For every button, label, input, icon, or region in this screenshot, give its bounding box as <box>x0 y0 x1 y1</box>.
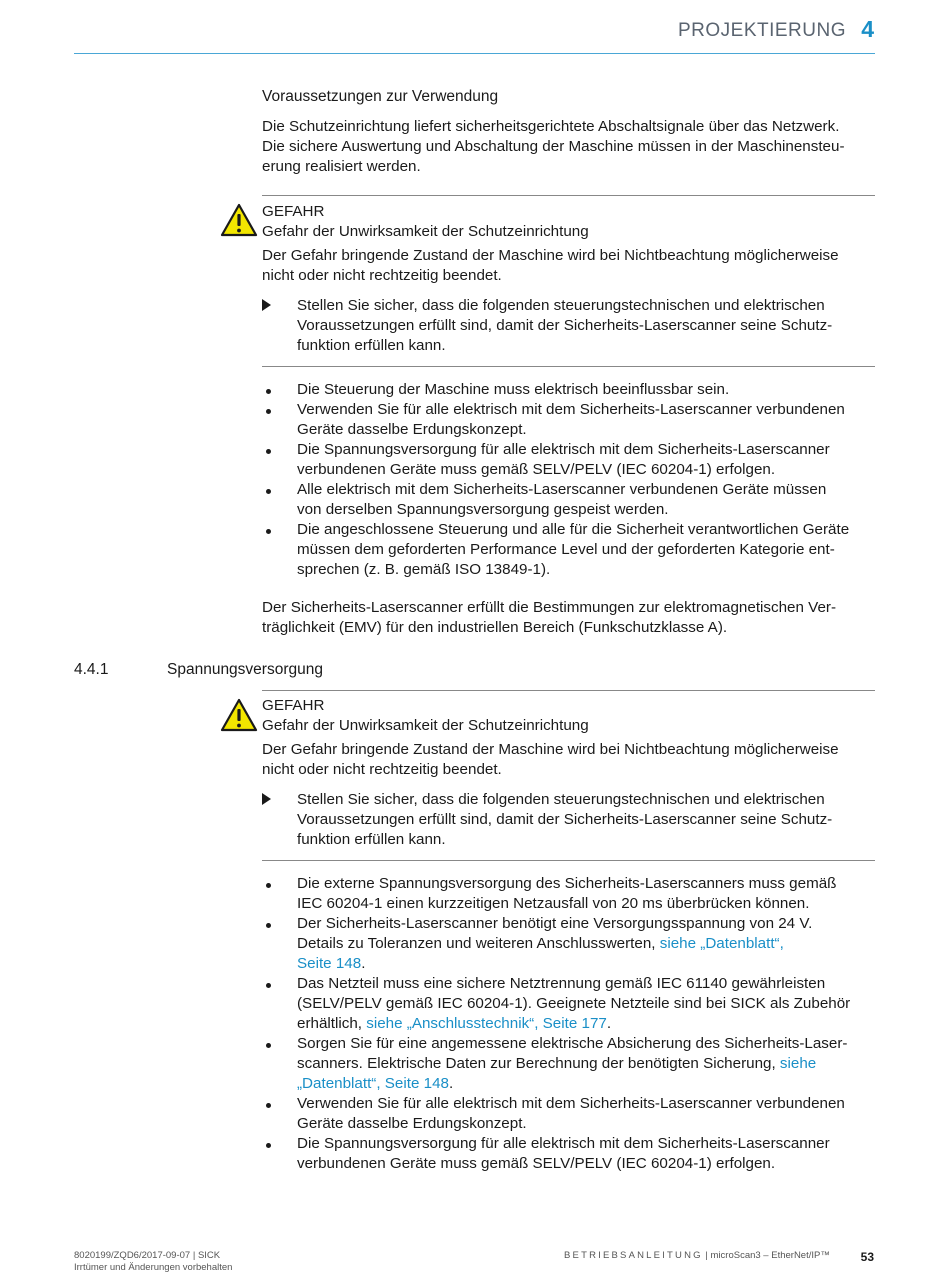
chapter-title: PROJEKTIERUNG <box>677 20 846 41</box>
warning-action: Stellen Sie sicher, dass die folgenden steuerungstechnischen und elektrischen Voraussetzungen erfüllt sind, damit der Sicherheits-Laserscanner seine Schutz- funktion erfüllen kann. <box>262 790 875 850</box>
list-item: Verwenden Sie für alle elektrisch mit dem Sicherheits-Laserscanner verbundenen Geräte dasselbe Erdungskonzept. <box>262 400 875 440</box>
page-number: 53 <box>860 1250 874 1264</box>
header-divider <box>74 53 875 54</box>
warning-label: GEFAHR <box>262 697 325 714</box>
warning-text: Der Gefahr bringende Zustand der Maschine wird bei Nichtbeachtung möglicherweise nicht oder nicht rechtzeitig beendet. <box>262 247 839 284</box>
chapter-number: 4 <box>861 16 874 42</box>
footer-disclaimer: Irrtümer und Änderungen vorbehalten <box>74 1262 233 1273</box>
section-title: Spannungsversorgung <box>167 661 323 678</box>
arrow-right-icon <box>262 793 271 805</box>
warning-triangle-icon <box>220 203 258 237</box>
datasheet-link[interactable]: siehe „Datenblatt“, <box>659 935 784 952</box>
power-supply-list <box>262 874 875 1174</box>
warning-subtitle: Gefahr der Unwirksamkeit der Schutzeinrichtung <box>262 717 589 734</box>
warning-text: Der Gefahr bringende Zustand der Maschine wird bei Nichtbeachtung möglicherweise nicht oder nicht rechtzeitig beendet. <box>262 741 839 778</box>
footer-manual <box>564 1250 830 1261</box>
list-item: Alle elektrisch mit dem Sicherheits-Laserscanner verbundenen Geräte müssen von derselben Spannungsversorgung gespeist werden. <box>262 480 875 520</box>
list-item: Das Netzteil muss eine sichere Netztrennung gemäß IEC 61140 gewährleisten (SELV/PELV gemäß IEC 60204-1). Geeignete Netzteile sind bei SICK als Zubehör erhältlich, siehe „Anschlusstechnik“, Seite 177. <box>262 974 875 1034</box>
warning-bottom-rule <box>262 366 875 367</box>
warning-bottom-rule <box>262 860 875 861</box>
arrow-right-icon <box>262 299 271 311</box>
intro-heading: Voraussetzungen zur Verwendung <box>262 88 499 105</box>
footer-doc-id: 8020199/ZQD6/2017-09-07 | SICK <box>74 1250 221 1261</box>
warning-top-rule <box>262 690 875 691</box>
warning-top-rule <box>262 195 875 196</box>
list-item: Der Sicherheits-Laserscanner benötigt eine Versorgungsspannung von 24 V. Details zu Toleranzen und weiteren Anschlusswerten, siehe „Datenblatt“, Seite 148. <box>262 914 875 974</box>
requirements-list <box>262 380 875 580</box>
warning-triangle-icon <box>220 698 258 732</box>
intro-paragraph: Die Schutzeinrichtung liefert sicherheitsgerichtete Abschaltsignale über das Netzwerk. Die sichere Auswertung und Abschaltung der Maschine müssen in der Maschinensteu- erung realisiert werden. <box>262 118 845 175</box>
list-item: Die angeschlossene Steuerung und alle für die Sicherheit verantwortlichen Geräte müssen dem geforderten Performance Level und der geforderten Kategorie ent- sprechen (z. B. gemäß ISO 13849-1). <box>262 520 875 580</box>
datasheet-link[interactable]: siehe <box>779 1055 817 1072</box>
footer-doc-info <box>74 1250 232 1274</box>
list-item: Sorgen Sie für eine angemessene elektrische Absicherung des Sicherheits-Laser- scanners. Elektrische Daten zur Berechnung der benötigten Sicherung, siehe „Datenblatt“, Seite 148. <box>262 1034 875 1094</box>
connectivity-link[interactable]: siehe „Anschlusstechnik“, Seite 177 <box>366 1015 607 1032</box>
list-item: Die externe Spannungsversorgung des Sicherheits-Laserscanners muss gemäß IEC 60204-1 einen kurzzeitigen Netzausfall von 20 ms überbrücken können. <box>262 874 875 914</box>
warning-action: Stellen Sie sicher, dass die folgenden steuerungstechnischen und elektrischen Voraussetzungen erfüllt sind, damit der Sicherheits-Laserscanner seine Schutz- funktion erfüllen kann. <box>262 296 875 356</box>
list-item: Die Spannungsversorgung für alle elektrisch mit dem Sicherheits-Laserscanner verbundenen Geräte muss gemäß SELV/PELV (IEC 60204-1) erfolgen. <box>262 1134 875 1174</box>
warning-label: GEFAHR <box>262 203 325 220</box>
warning-subtitle: Gefahr der Unwirksamkeit der Schutzeinrichtung <box>262 223 589 240</box>
section-number: 4.4.1 <box>74 661 109 678</box>
list-item: Die Steuerung der Maschine muss elektrisch beeinflussbar sein. <box>262 380 875 400</box>
footer-product: | microScan3 – EtherNet/IP™ <box>702 1250 830 1261</box>
datasheet-link-page[interactable]: Seite 148 <box>297 955 362 972</box>
footer-manual-label: BETRIEBSANLEITUNG <box>564 1250 703 1261</box>
emv-paragraph: Der Sicherheits-Laserscanner erfüllt die Bestimmungen zur elektromagnetischen Ver- träglichkeit (EMV) für den industriellen Bereich (Funkschutzklasse A). <box>262 599 837 636</box>
list-item: Verwenden Sie für alle elektrisch mit dem Sicherheits-Laserscanner verbundenen Geräte dasselbe Erdungskonzept. <box>262 1094 875 1134</box>
list-item: Die Spannungsversorgung für alle elektrisch mit dem Sicherheits-Laserscanner verbundenen Geräte muss gemäß SELV/PELV (IEC 60204-1) erfolgen. <box>262 440 875 480</box>
datasheet-link-page[interactable]: „Datenblatt“, Seite 148 <box>297 1075 449 1092</box>
